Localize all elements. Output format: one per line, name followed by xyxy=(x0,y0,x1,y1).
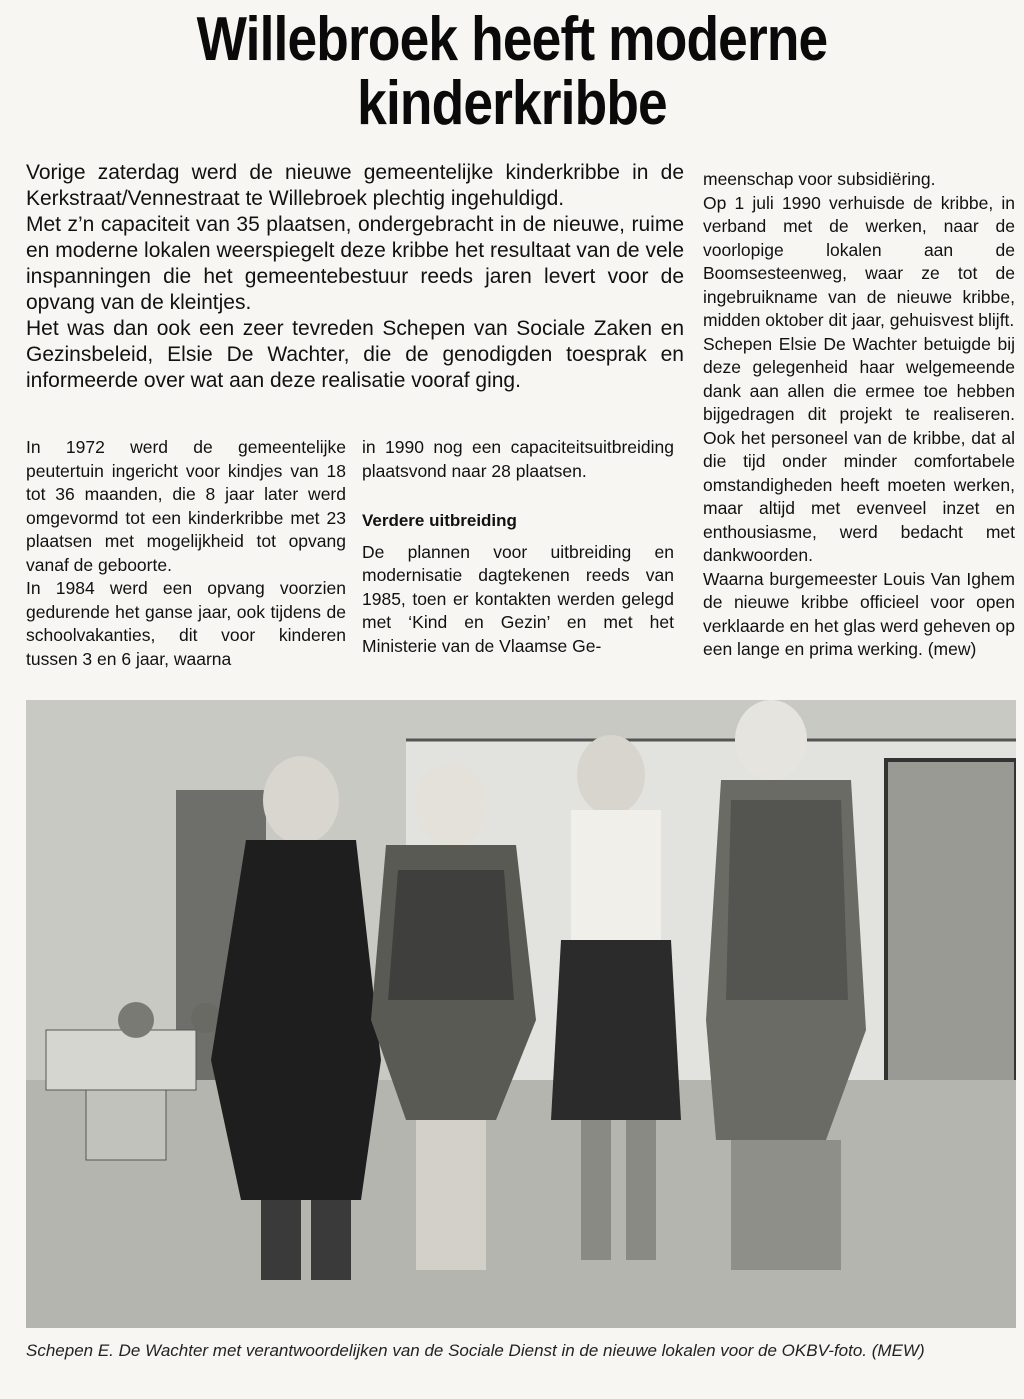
column-left xyxy=(26,436,346,671)
column-middle xyxy=(362,436,674,658)
body-paragraph: meenschap voor subsidiëring. xyxy=(703,169,936,189)
body-paragraph: Waarna burgemeester Louis Van Ighem de nieuwe kribbe officieel voor open verklaarde en het glas werd geheven op een lange en prima werking. (mew) xyxy=(703,568,1015,659)
article-headline xyxy=(123,5,900,138)
body-paragraph: In 1972 werd de gemeentelijke peutertuin ingericht voor kindjes van 18 tot 36 maanden, die 8 jaar later werd omgevormd tot een kinderkribbe met 23 plaatsen met mogelijkheid tot opvang vanaf de geboorte. xyxy=(26,437,346,575)
body-paragraph: De plannen voor uitbreiding en modernisatie dagtekenen reeds van 1985, toen er kontakten werden gelegd met ‘Kind en Gezin’ en met het Ministerie van de Vlaamse Ge- xyxy=(362,541,674,656)
column-right xyxy=(703,168,1015,662)
section-subheading: Verdere uitbreiding xyxy=(362,511,517,530)
headline-line-1: Willebroek heeft moderne xyxy=(196,5,828,74)
body-paragraph: In 1984 werd een opvang voorzien gedurende het ganse jaar, ook tijdens de schoolvakanties, dit voor kinderen tussen 3 en 6 jaar, waarna xyxy=(26,578,346,669)
article-photo xyxy=(26,700,1016,1328)
photo-illustration xyxy=(26,700,1016,1328)
intro-paragraph: Vorige zaterdag werd de nieuwe gemeentelijke kinderkribbe in de Kerkstraat/Vennestraat te Willebroek plechtig ingehuldigd. xyxy=(26,161,684,210)
intro-paragraph: Met z’n capaciteit van 35 plaatsen, ondergebracht in de nieuwe, ruime en moderne lokalen weerspiegelt deze kribbe het resultaat van de vele inspanningen die het gemeentebestuur reeds jaren levert voor de opvang van de kleintjes. xyxy=(26,213,684,314)
article-intro xyxy=(26,160,684,394)
body-paragraph: in 1990 nog een capaciteitsuitbreiding plaatsvond naar 28 plaatsen. xyxy=(362,437,674,481)
intro-paragraph: Het was dan ook een zeer tevreden Schepen van Sociale Zaken en Gezinsbeleid, Elsie De Wachter, die de genodigden toesprak en informeerde over wat aan deze realisatie vooraf ging. xyxy=(26,317,684,392)
body-paragraph: Op 1 juli 1990 verhuisde de kribbe, in verband met de werken, naar de voorlopige lokalen aan de Boomsesteenweg, waar ze tot de ingebruikname van de nieuwe kribbe, midden oktober dit jaar, gehuisvest blijft. xyxy=(703,192,1015,330)
body-paragraph: Schepen Elsie De Wachter betuigde bij deze gelegenheid haar welgemeende dank aan allen die ermee toe hebben bijgedragen dit projekt te realiseren. Ook het personeel van de kribbe, dat al die tijd onder minder comfortabele omstandigheden heeft moeten werken, maar altijd met evenveel inzet en enthousiasme, werd bedacht met dankwoorden. xyxy=(703,333,1015,565)
headline-line-2: kinderkribbe xyxy=(357,69,667,138)
photo-caption: Schepen E. De Wachter met verantwoordelijken van de Sociale Dienst in de nieuwe lokalen voor de OKBV-foto. (MEW) xyxy=(26,1341,925,1360)
